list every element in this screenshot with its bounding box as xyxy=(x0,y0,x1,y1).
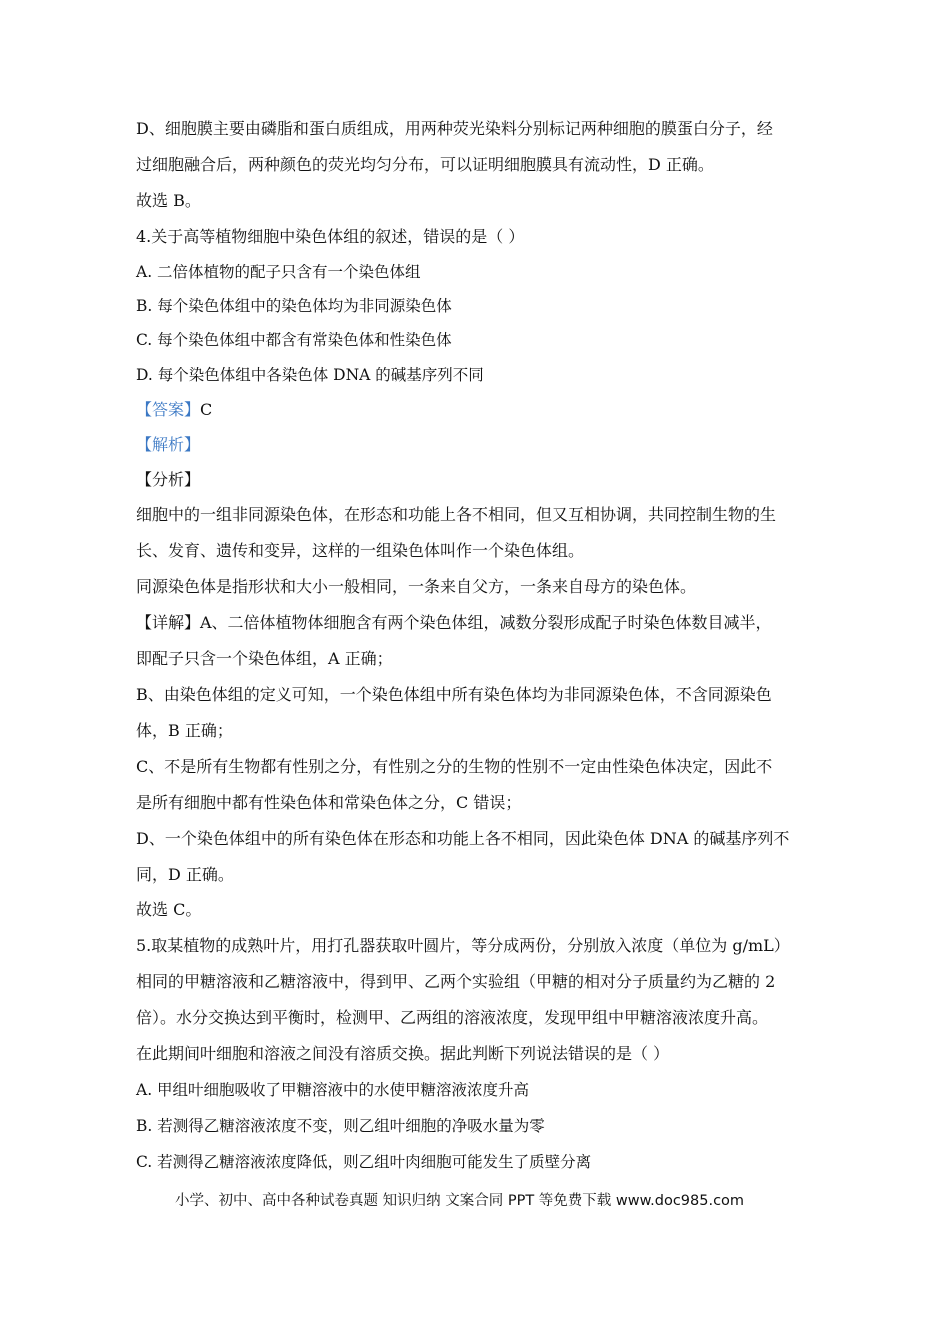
answer-value: C xyxy=(200,400,213,419)
paragraph-line: 同源染色体是指形状和大小一般相同，一条来自父方，一条来自母方的染色体。 xyxy=(136,577,697,596)
question-5-stem: 5.取某植物的成熟叶片，用打孔器获取叶圆片，等分成两份，分别放入浓度（单位为 g/mL） xyxy=(136,936,790,955)
paragraph-line: 同，D 正确。 xyxy=(136,865,234,884)
answer-line xyxy=(136,399,212,421)
question-4-option-d: D. 每个染色体组中各染色体 DNA 的碱基序列不同 xyxy=(136,366,484,384)
paragraph-line: C、不是所有生物都有性别之分，有性别之分的生物的性别不一定由性染色体决定，因此不 xyxy=(136,757,773,776)
question-5-stem: 相同的甲糖溶液和乙糖溶液中，得到甲、乙两个实验组（甲糖的相对分子质量约为乙糖的 2 xyxy=(136,972,776,991)
question-5-stem: 倍）。水分交换达到平衡时，检测甲、乙两组的溶液浓度，发现甲组中甲糖溶液浓度升高。 xyxy=(136,1008,769,1027)
question-4-option-a: A. 二倍体植物的配子只含有一个染色体组 xyxy=(136,263,421,281)
question-4-option-b: B. 每个染色体组中的染色体均为非同源染色体 xyxy=(136,297,452,315)
question-5-option-c: C. 若测得乙糖溶液浓度降低，则乙组叶肉细胞可能发生了质壁分离 xyxy=(136,1153,592,1171)
paragraph-line: D、一个染色体组中的所有染色体在形态和功能上各不相同，因此染色体 DNA 的碱基序列不 xyxy=(136,829,790,848)
analysis-line xyxy=(136,434,200,456)
answer-label: 【答案】 xyxy=(136,400,201,419)
question-5-option-b: B. 若测得乙糖溶液浓度不变，则乙组叶细胞的净吸水量为零 xyxy=(136,1117,545,1135)
question-5-stem: 在此期间叶细胞和溶液之间没有溶质交换。据此判断下列说法错误的是（ ） xyxy=(136,1044,670,1063)
paragraph-line: 即配子只含一个染色体组，A 正确； xyxy=(136,649,393,668)
paragraph-line: D、细胞膜主要由磷脂和蛋白质组成，用两种荧光染料分别标记两种细胞的膜蛋白分子，经 xyxy=(136,119,773,138)
paragraph-line: 过细胞融合后，两种颜色的荧光均匀分布，可以证明细胞膜具有流动性，D 正确。 xyxy=(136,155,714,174)
section-heading-analysis: 【分析】 xyxy=(136,470,201,489)
page-footer: 小学、初中、高中各种试卷真题 知识归纳 文案合同 PPT 等免费下载 www.doc985.com xyxy=(175,1193,745,1209)
paragraph-line: 故选 B。 xyxy=(136,191,201,210)
paragraph-line: 故选 C。 xyxy=(136,900,202,919)
paragraph-line: 细胞中的一组非同源染色体，在形态和功能上各不相同，但又互相协调，共同控制生物的生 xyxy=(136,505,777,524)
question-5-option-a: A. 甲组叶细胞吸收了甲糖溶液中的水使甲糖溶液浓度升高 xyxy=(136,1081,530,1099)
paragraph-line: 【详解】A、二倍体植物体细胞含有两个染色体组，减数分裂形成配子时染色体数目减半， xyxy=(136,613,772,632)
paragraph-line: B、由染色体组的定义可知，一个染色体组中所有染色体均为非同源染色体，不含同源染色 xyxy=(136,685,772,704)
paragraph-line: 长、发育、遗传和变异，这样的一组染色体叫作一个染色体组。 xyxy=(136,541,585,560)
question-4-option-c: C. 每个染色体组中都含有常染色体和性染色体 xyxy=(136,331,452,349)
paragraph-line: 体，B 正确； xyxy=(136,721,233,740)
question-4-stem: 4.关于高等植物细胞中染色体组的叙述，错误的是（ ） xyxy=(136,227,525,246)
paragraph-line: 是所有细胞中都有性染色体和常染色体之分，C 错误； xyxy=(136,793,522,812)
analysis-label: 【解析】 xyxy=(136,435,201,454)
